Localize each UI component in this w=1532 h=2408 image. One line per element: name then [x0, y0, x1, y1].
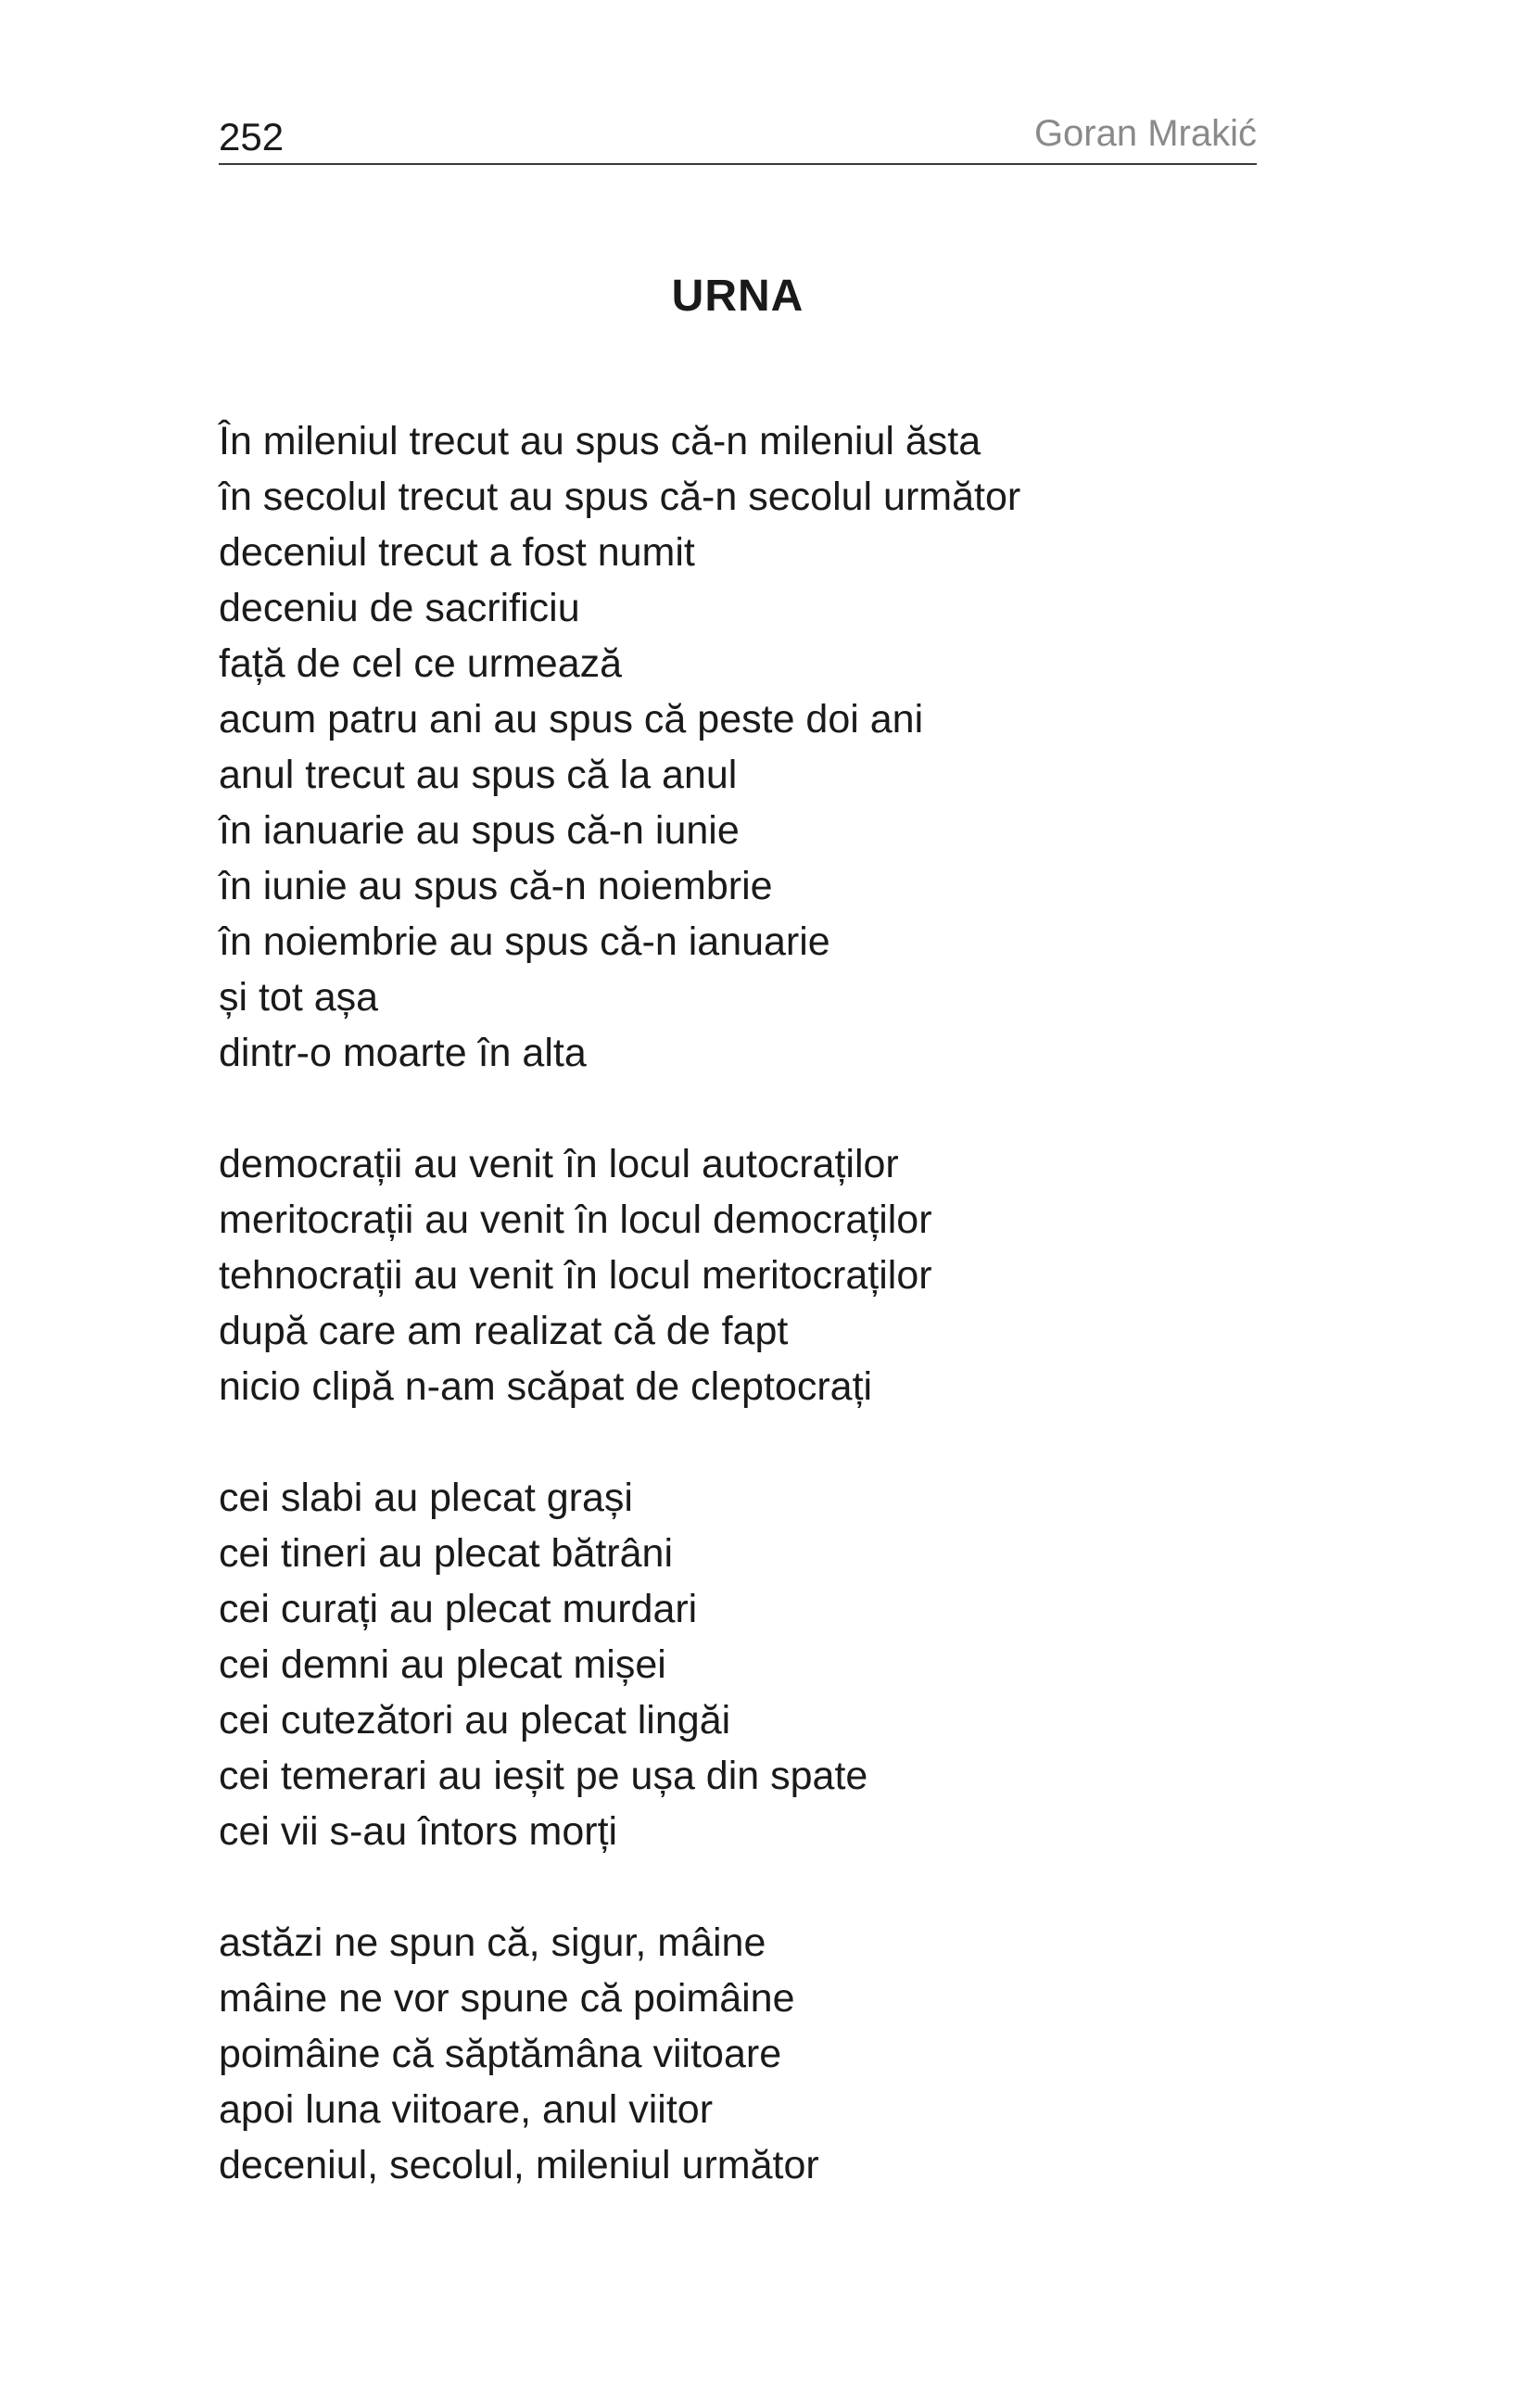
- stanza-4: [219, 1915, 1257, 2193]
- poem-line: cei temerari au ieșit pe ușa din spate: [219, 1754, 868, 1798]
- poem-line: nicio clipă n-am scăpat de cleptocrați: [219, 1364, 873, 1409]
- poem-line: În mileniul trecut au spus că-n mileniul ăsta: [219, 419, 981, 463]
- poem-line: acum patru ani au spus că peste doi ani: [219, 697, 924, 741]
- poem-title: URNA: [671, 272, 804, 321]
- stanza-1: [219, 413, 1257, 1081]
- poem-line: deceniul trecut a fost numit: [219, 530, 695, 575]
- poem-line: dintr-o moarte în alta: [219, 1031, 587, 1075]
- poem-line: în noiembrie au spus că-n ianuarie: [219, 919, 830, 964]
- poem-line: mâine ne vor spune că poimâine: [219, 1976, 795, 2021]
- poem-line: cei tineri au plecat bătrâni: [219, 1531, 674, 1576]
- stanza-2: [219, 1136, 1257, 1414]
- author-name: Goran Mrakić: [1033, 113, 1257, 154]
- page-number: 252: [219, 115, 285, 158]
- poem-line: după care am realizat că de fapt: [219, 1309, 789, 1353]
- poem-line: deceniul, secolul, mileniul următor: [219, 2143, 819, 2187]
- stanza-3: [219, 1470, 1257, 1859]
- poem-line: deceniu de sacrificiu: [219, 586, 580, 630]
- running-header: [219, 104, 1257, 165]
- poem-line: în iunie au spus că-n noiembrie: [219, 864, 773, 908]
- poem-line: anul trecut au spus că la anul: [219, 753, 738, 797]
- poem-line: apoi luna viitoare, anul viitor: [219, 2087, 714, 2132]
- poem-line: cei cutezători au plecat lingăi: [219, 1698, 731, 1743]
- poem-line: cei vii s-au întors morți: [219, 1809, 618, 1854]
- poem-line: și tot așa: [219, 975, 379, 1020]
- poem-line: astăzi ne spun că, sigur, mâine: [219, 1920, 766, 1965]
- poem-body: [219, 413, 1257, 2249]
- poem-line: față de cel ce urmează: [219, 641, 623, 686]
- poem-line: meritocrații au venit în locul democraților: [219, 1198, 932, 1242]
- poem-line: poimâine că săptămâna viitoare: [219, 2032, 782, 2076]
- poem-line: în ianuarie au spus că-n iunie: [219, 808, 740, 853]
- poem-line: cei curați au plecat murdari: [219, 1587, 698, 1631]
- poem-line: cei slabi au plecat grași: [219, 1476, 633, 1520]
- poem-line: în secolul trecut au spus că-n secolul următor: [219, 475, 1021, 519]
- poem-line: cei demni au plecat mișei: [219, 1642, 666, 1687]
- poem-line: tehnocrații au venit în locul meritocraților: [219, 1253, 932, 1298]
- poem-line: democrații au venit în locul autocraților: [219, 1142, 899, 1186]
